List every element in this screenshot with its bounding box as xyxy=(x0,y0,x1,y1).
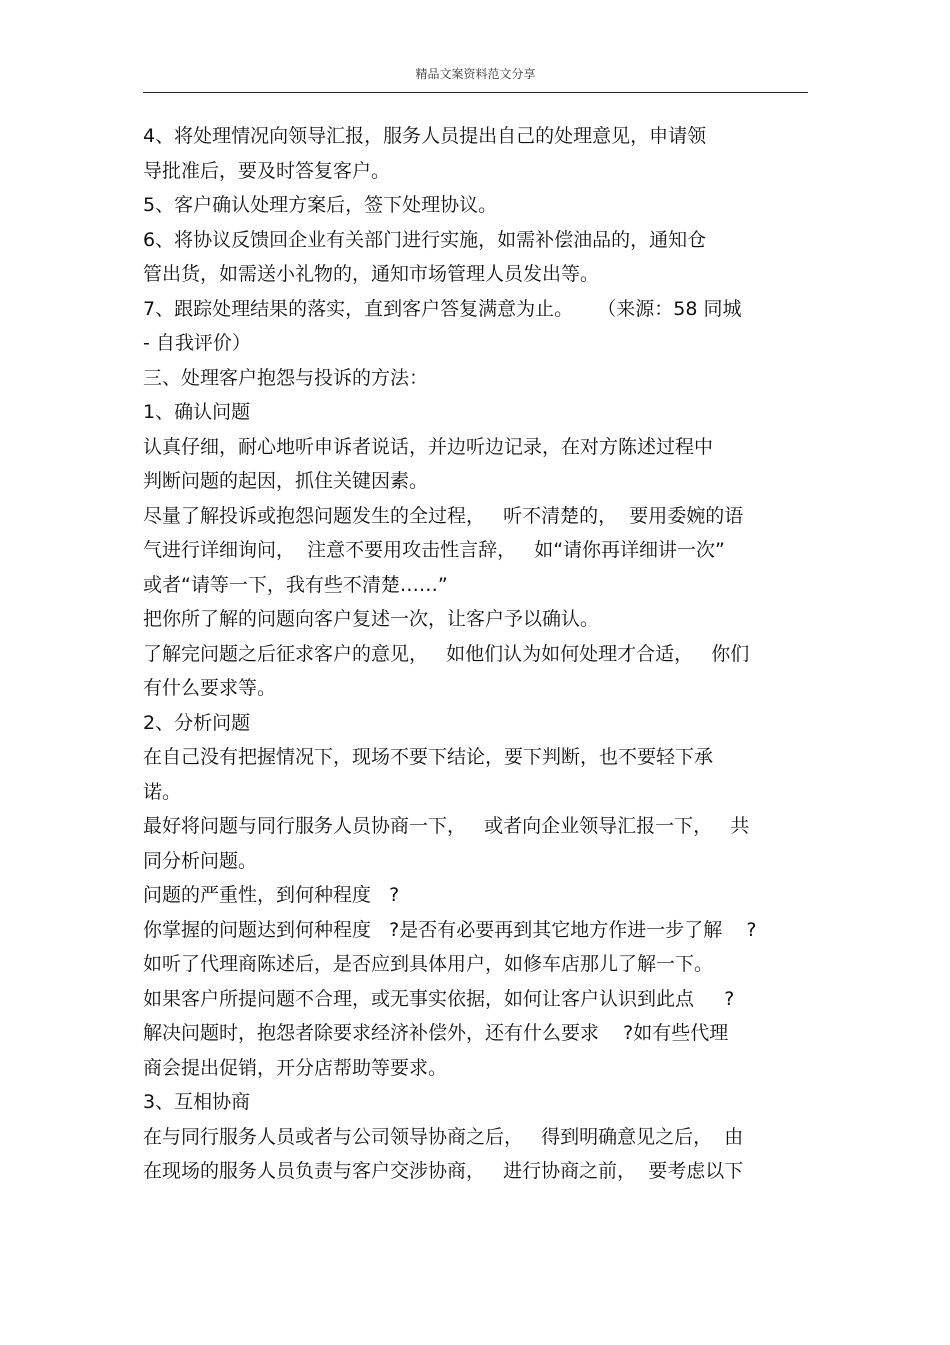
section-heading: 三、处理客户抱怨与投诉的方法： xyxy=(143,366,429,389)
document-body xyxy=(143,119,811,1189)
subsection-heading: 2、分析问题 xyxy=(143,711,251,734)
text-line: 7、跟踪处理结果的落实，直到客户答复满意为止。 （来源：58 同城 xyxy=(143,297,742,320)
subsection-heading: 1、确认问题 xyxy=(143,401,251,423)
text-line: 在自己没有把握情况下，现场不要下结论，要下判断，也不要轻下承 xyxy=(143,746,714,768)
text-line: 在与同行服务人员或者与公司领导协商之后， 得到明确意见之后， 由 xyxy=(143,1125,744,1148)
text-line: 最好将问题与同行服务人员协商一下， 或者向企业领导汇报一下， 共 xyxy=(143,815,750,837)
header-title: 精品文案资料范文分享 xyxy=(415,67,536,81)
text-line: 5、客户确认处理方案后，签下处理协议。 xyxy=(143,194,498,216)
text-line: 或者“请等一下，我有些不清楚……” xyxy=(143,573,448,596)
text-line: 同分析问题。 xyxy=(143,849,258,872)
text-line: 诺。 xyxy=(143,780,182,803)
text-line: 把你所了解的问题向客户复述一次，让客户予以确认。 xyxy=(143,608,600,630)
text-line: 你掌握的问题达到何种程度 ?是否有必要再到其它地方作进一步了解 ? xyxy=(143,918,757,941)
text-line: 在现场的服务人员负责与客户交涉协商， 进行协商之前， 要考虑以下 xyxy=(143,1160,744,1182)
text-line: 判断问题的起因，抓住关键因素。 xyxy=(143,470,429,492)
text-line: 如听了代理商陈述后，是否应到具体用户，如修车店那儿了解一下。 xyxy=(143,953,714,975)
text-line: 解决问题时，抱怨者除要求经济补偿外，还有什么要求 ?如有些代理 xyxy=(143,1022,729,1044)
text-line: 管出货，如需送小礼物的，通知市场管理人员发出等。 xyxy=(143,263,600,285)
text-line: 有什么要求等。 xyxy=(143,677,277,699)
text-line: 尽量了解投诉或抱怨问题发生的全过程， 听不清楚的， 要用委婉的语 xyxy=(143,504,744,527)
text-line: 导批准后，要及时答复客户。 xyxy=(143,159,391,182)
subsection-heading: 3、互相协商 xyxy=(143,1091,251,1113)
text-line: 商会提出促销，开分店帮助等要求。 xyxy=(143,1056,448,1079)
text-line: 6、将协议反馈回企业有关部门进行实施，如需补偿油品的，通知仓 xyxy=(143,228,707,251)
text-line: 4、将处理情况向领导汇报，服务人员提出自己的处理意见，申请领 xyxy=(143,125,707,147)
text-line: 认真仔细，耐心地听申诉者说话，并边听边记录，在对方陈述过程中 xyxy=(143,435,714,458)
text-line: 了解完问题之后征求客户的意见， 如他们认为如何处理才合适， 你们 xyxy=(143,642,750,665)
page-header xyxy=(143,62,808,93)
text-line: 问题的严重性，到何种程度 ? xyxy=(143,884,400,906)
text-line: 如果客户所提问题不合理，或无事实依据，如何让客户认识到此点 ? xyxy=(143,987,735,1010)
text-line: 气进行详细询问， 注意不要用攻击性言辞， 如“请你再详细讲一次” xyxy=(143,539,725,561)
text-line: - 自我评价） xyxy=(143,332,251,354)
